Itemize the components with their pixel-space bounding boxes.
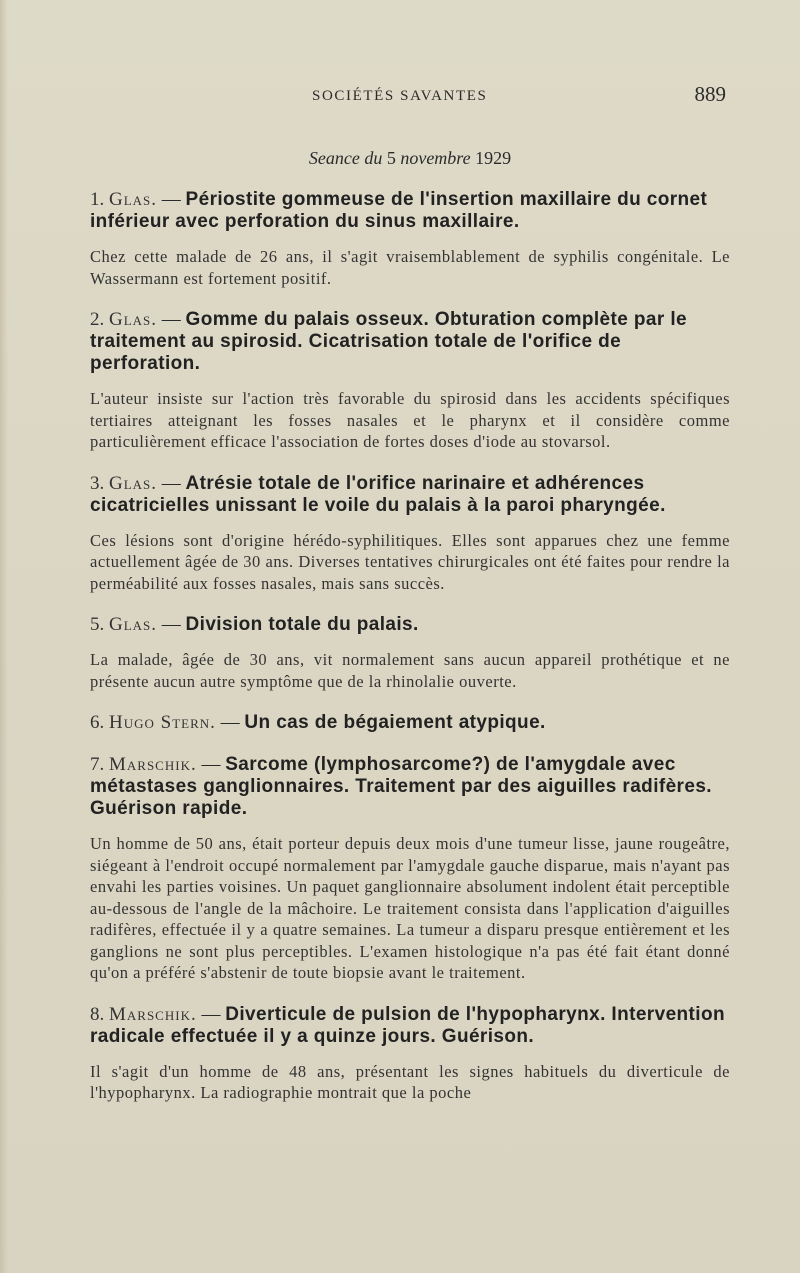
communication-entry: [90, 309, 730, 453]
entry-author: Marschik.: [109, 1003, 197, 1025]
communication-entry: [90, 1004, 730, 1104]
running-header: [90, 80, 730, 110]
entry-body: L'auteur insiste sur l'action très favorable du spirosid dans les accidents spécifiques tertiaires atteignant les fosses nasales et le pharynx et il considère comme particulièrement efficace l'association de fortes doses d'iode au stovarsol.: [90, 389, 730, 451]
entry-heading: [90, 189, 730, 233]
entry-body: La malade, âgée de 30 ans, vit normalement sans aucun appareil prothétique et ne présente aucun autre symptôme que de la rhinolalie ouverte.: [90, 650, 730, 691]
entry-heading: [90, 1004, 730, 1048]
entry-dash: —: [161, 472, 181, 494]
entry-dash: —: [161, 309, 181, 330]
entry-title: Gomme du palais osseux. Obturation complète par le traitement au spirosid. Cicatrisation totale de l'orifice de perforation.: [90, 309, 687, 374]
entry-title: Sarcome (lymphosarcome?) de l'amygdale avec métastases ganglionnaires. Traitement par des aiguilles radifères. Guérison rapide.: [90, 754, 712, 819]
running-title: SOCIÉTÉS SAVANTES: [312, 88, 488, 104]
session-heading: [90, 148, 730, 169]
communication-entry: [90, 473, 730, 595]
entry-dash: —: [161, 189, 181, 210]
entry-heading: [90, 712, 730, 734]
entry-dash: —: [201, 754, 221, 775]
entry-heading: [90, 754, 730, 820]
entry-body: Ces lésions sont d'origine hérédo-syphilitiques. Elles sont apparues chez une femme actuellement âgée de 30 ans. Diverses tentatives chirurgicales ont été faites pour rendre la perméabilité aux fosses nasales, mais sans succès.: [90, 530, 730, 593]
entry-number: 2.: [90, 309, 105, 330]
entry-author: Marschik.: [109, 754, 197, 775]
communication-entry: [90, 189, 730, 289]
entry-author: Glas.: [109, 189, 158, 210]
session-month: novembre: [400, 148, 471, 168]
session-year: 1929: [475, 148, 512, 168]
entry-dash: —: [220, 712, 240, 733]
entry-title: Atrésie totale de l'orifice narinaire et adhérences cicatricielles unissant le voile du palais à la paroi pharyngée.: [90, 472, 666, 516]
entry-heading: [90, 473, 730, 517]
entry-body: Chez cette malade de 26 ans, il s'agit vraisemblablement de syphilis congénitale. Le Wassermann est fortement positif.: [90, 247, 730, 288]
entry-body: Il s'agit d'un homme de 48 ans, présentant les signes habituels du diverticule de l'hypopharynx. La radiographie montrait que la poche: [90, 1061, 730, 1102]
communication-entry: [90, 754, 730, 984]
entry-title: Un cas de bégaiement atypique.: [244, 712, 546, 733]
session-label: Seance du: [308, 148, 383, 168]
entry-body: Un homme de 50 ans, était porteur depuis deux mois d'une tumeur lisse, jaune rougeâtre, siégeant à l'endroit occupé normalement par l'amygdale gauche disparue, mais n'ayant pas envahi les parties voisines. Un paquet ganglionnaire absolument indolent était perceptible au-dessous de l'angle de la mâchoire. Le traitement consista dans l'application d'aiguilles radifères, effectuée il y a quatre semaines. La tumeur a disparu presque entièrement et les ganglions ne sont plus perceptibles. L'examen histologique n'a pas été fait étant donné qu'on a préféré s'abstenir de toute biopsie avant le traitement.: [90, 834, 730, 982]
entry-author: Glas.: [109, 472, 158, 494]
entry-number: 5.: [90, 614, 105, 635]
entry-title: Diverticule de pulsion de l'hypopharynx. Intervention radicale effectuée il y a quinze jours. Guérison.: [90, 1003, 725, 1047]
entry-number: 6.: [90, 712, 105, 733]
entry-heading: [90, 309, 730, 375]
entry-dash: —: [201, 1003, 221, 1025]
page-number: 889: [694, 82, 726, 106]
session-day: 5: [386, 148, 396, 168]
entry-heading: [90, 614, 730, 636]
entry-title: Périostite gommeuse de l'insertion maxillaire du cornet inférieur avec perforation du sinus maxillaire.: [90, 189, 708, 232]
entry-author: Glas.: [109, 309, 158, 330]
entry-dash: —: [161, 614, 181, 635]
entry-author: Hugo Stern.: [109, 712, 216, 733]
communication-entry: [90, 614, 730, 692]
page-edge-shadow: [0, 0, 8, 1273]
entry-number: 8.: [90, 1003, 105, 1025]
entry-number: 7.: [90, 754, 105, 775]
entry-title: Division totale du palais.: [185, 614, 419, 635]
page-content: [90, 80, 730, 1104]
entry-author: Glas.: [109, 614, 158, 635]
entry-number: 3.: [90, 472, 105, 494]
entry-number: 1.: [90, 189, 105, 210]
communication-entry: [90, 712, 730, 734]
